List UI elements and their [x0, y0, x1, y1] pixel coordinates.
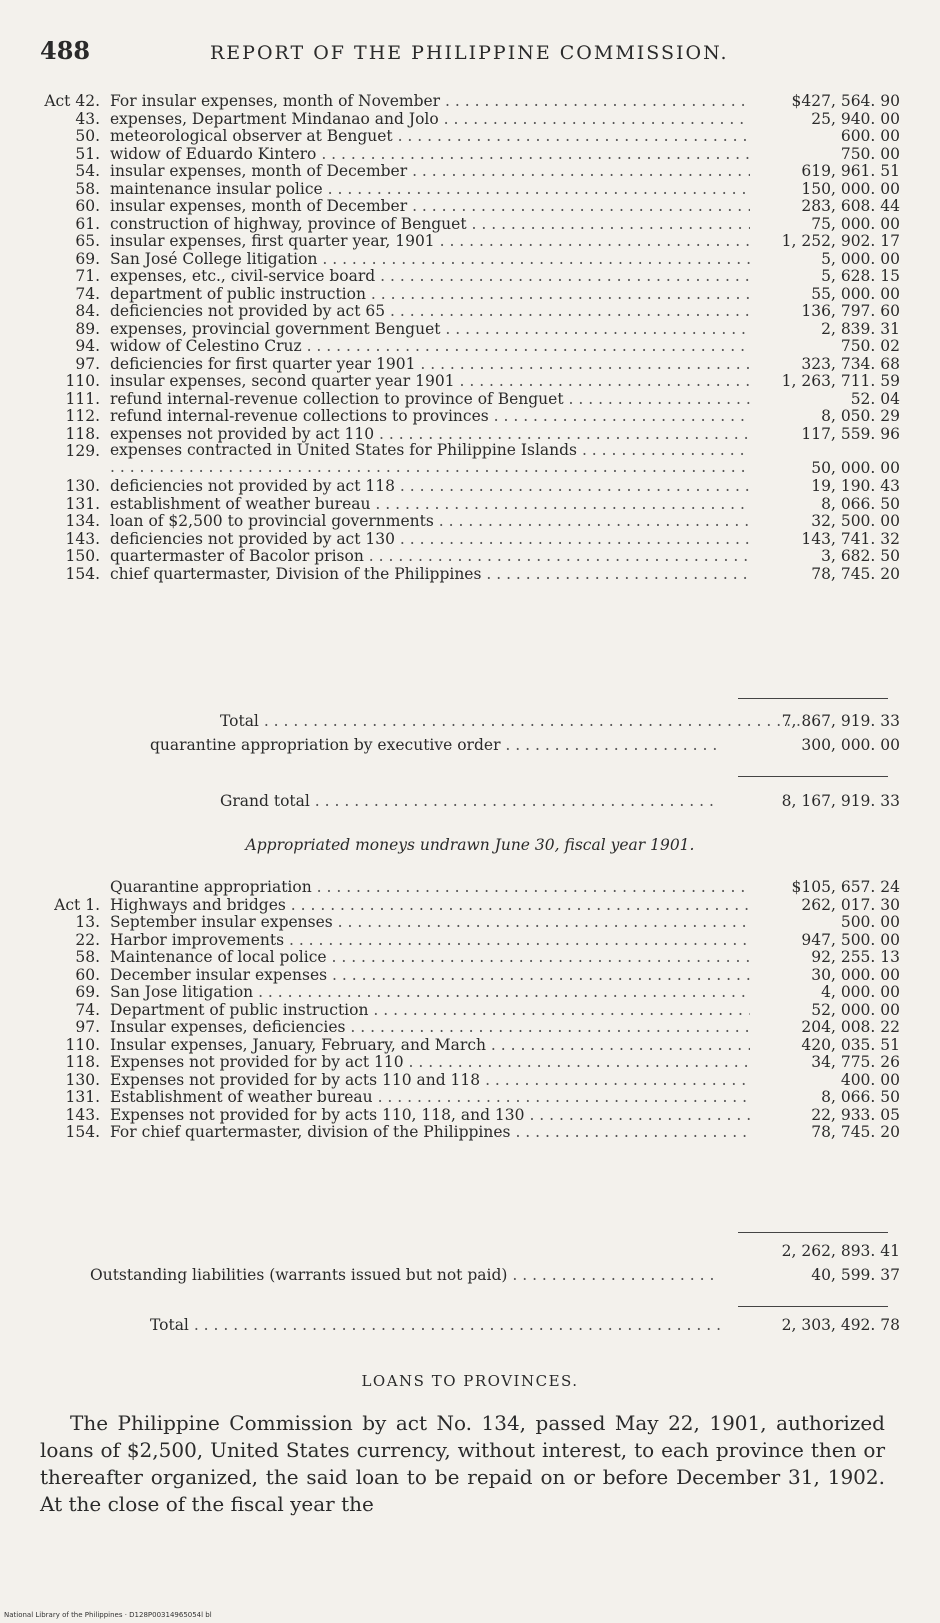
table-row	[30, 145, 900, 163]
page-header	[40, 36, 900, 76]
table-row	[30, 966, 900, 984]
item-description: San José College litigation . . .	[110, 250, 750, 268]
act-number: 118.	[65, 424, 100, 443]
item-description: meteorological observer at Benguet . . .	[110, 127, 750, 145]
item-description: Insular expenses, January, February, and March . . .	[110, 1036, 750, 1054]
item-description: insular expenses, second quarter year 1901 . . .	[110, 372, 750, 390]
item-amount: 283, 608. 44	[801, 197, 900, 215]
act-number: 84.	[75, 302, 100, 320]
item-amount: 8, 050. 29	[821, 407, 900, 425]
outstanding-label: Outstanding liabilities (warrants issued but not paid) . . .	[90, 1266, 720, 1284]
act-number: 130.	[65, 477, 100, 495]
table-row	[30, 1001, 900, 1019]
undrawn-total-label: Total . . .	[150, 1316, 720, 1334]
undrawn-list	[30, 878, 900, 1141]
item-description: refund internal-revenue collection to province of Benguet . . .	[110, 390, 750, 408]
item-description: expenses, provincial government Benguet . . .	[110, 320, 750, 338]
table-row	[30, 232, 900, 250]
item-description: expenses, etc., civil-service board . . .	[110, 267, 750, 285]
body-paragraph: The Philippine Commission by act No. 134, passed May 22, 1901, authorized loans of $2,500, United States currency, without interest, to each province then or thereafter organized, the said loan to be repaid on or before December 31, 1902. At the close of the fiscal year the	[40, 1411, 885, 1516]
total-label: Total . . .	[120, 712, 820, 730]
undrawn-total-line	[150, 1316, 900, 1336]
item-description: Expenses not provided for by acts 110 and 118 . . .	[110, 1071, 750, 1089]
table-row	[30, 1036, 900, 1054]
act-number: 58.	[75, 948, 100, 966]
item-amount: 204, 008. 22	[801, 1018, 900, 1036]
item-amount: 92, 255. 13	[811, 948, 900, 966]
undrawn-total-rule	[738, 1306, 888, 1307]
act-number: 69.	[75, 983, 100, 1001]
act-number: 154.	[65, 1123, 100, 1141]
item-description: insular expenses, month of December . . .	[110, 197, 750, 215]
outstanding-line	[90, 1266, 900, 1286]
item-description: refund internal-revenue collections to provinces . . .	[110, 407, 750, 425]
table-row	[30, 477, 900, 495]
item-amount: 150, 000. 00	[801, 179, 900, 198]
item-amount: 143, 741. 32	[801, 529, 900, 548]
act-number: 154.	[65, 564, 100, 583]
act-number: 118.	[65, 1053, 100, 1071]
outstanding-amount: 40, 599. 37	[811, 1266, 900, 1284]
act-number: 60.	[75, 197, 100, 215]
table-row	[30, 425, 900, 443]
act-number: 69.	[75, 249, 100, 268]
item-description: chief quartermaster, Division of the Philippines . . .	[110, 565, 750, 583]
undrawn-subtotal-line	[90, 1242, 900, 1262]
quarantine-amount: 300, 000. 00	[801, 736, 900, 754]
item-description: department of public instruction . . .	[110, 285, 750, 303]
act-number: 43.	[75, 109, 100, 128]
item-amount: 750. 00	[840, 144, 900, 163]
item-amount: 619, 961. 51	[801, 162, 900, 180]
table-row	[30, 1106, 900, 1124]
item-amount: 600. 00	[840, 127, 900, 145]
table-row	[30, 320, 900, 338]
table-row	[30, 1071, 900, 1089]
item-description: expenses contracted in United States for Philippine Islands . . .	[110, 442, 750, 476]
act-number: 131.	[65, 1088, 100, 1106]
table-row	[30, 442, 900, 477]
item-amount: 4, 000. 00	[821, 983, 900, 1001]
item-amount: 500. 00	[840, 913, 900, 931]
item-amount: $427, 564. 90	[791, 92, 900, 110]
item-amount: 8, 066. 50	[821, 1088, 900, 1106]
item-description: Harbor improvements . . .	[110, 931, 750, 949]
act-number: 13.	[75, 913, 100, 931]
table-row	[30, 372, 900, 390]
item-description: Expenses not provided for by act 110 . . .	[110, 1053, 750, 1071]
item-amount: 78, 745. 20	[811, 564, 900, 583]
table-row	[30, 127, 900, 145]
act-number: 150.	[65, 547, 100, 565]
item-amount: 32, 500. 00	[811, 512, 900, 530]
table-row	[30, 215, 900, 233]
item-amount: 400. 00	[840, 1070, 900, 1089]
item-amount: 3, 682. 50	[821, 547, 900, 565]
item-description: widow of Eduardo Kintero . . .	[110, 145, 750, 163]
quarantine-line	[150, 736, 900, 756]
act-number: 50.	[75, 127, 100, 145]
item-description: Establishment of weather bureau . . .	[110, 1088, 750, 1106]
table-row	[30, 92, 900, 110]
table-row	[30, 355, 900, 373]
table-row	[30, 931, 900, 949]
item-amount: 78, 745. 20	[811, 1123, 900, 1141]
table-row	[30, 162, 900, 180]
total-amount: 7, 867, 919. 33	[781, 712, 900, 730]
appropriations-list	[30, 92, 900, 582]
table-row	[30, 1123, 900, 1141]
act-number: 58.	[75, 179, 100, 198]
item-description: Expenses not provided for by acts 110, 118, and 130 . . .	[110, 1106, 750, 1124]
grand-total-line	[220, 792, 900, 812]
table-row	[30, 948, 900, 966]
table-row	[30, 896, 900, 914]
grand-total-amount: 8, 167, 919. 33	[781, 792, 900, 810]
item-description: December insular expenses . . .	[110, 966, 750, 984]
total-rule	[738, 698, 888, 699]
act-number: Act 1.	[54, 895, 100, 914]
item-amount: 25, 940. 00	[811, 109, 900, 128]
page-number: 488	[40, 36, 91, 65]
item-description: Highways and bridges . . .	[110, 896, 750, 914]
item-description: insular expenses, month of December . . .	[110, 162, 750, 180]
item-amount: 8, 066. 50	[821, 494, 900, 513]
act-number: Act 42.	[44, 92, 100, 110]
act-number: 65.	[75, 232, 100, 250]
item-description: insular expenses, first quarter year, 1901 . . .	[110, 232, 750, 250]
item-description: San Jose litigation . . .	[110, 983, 750, 1001]
item-amount: 75, 000. 00	[811, 214, 900, 233]
table-row	[30, 1088, 900, 1106]
item-amount: 136, 797. 60	[801, 302, 900, 320]
act-number: 22.	[75, 930, 100, 949]
act-number: 89.	[75, 319, 100, 338]
item-amount: 30, 000. 00	[811, 965, 900, 984]
item-description: maintenance insular police . . .	[110, 180, 750, 198]
act-number: 134.	[65, 512, 100, 530]
act-number: 143.	[65, 1105, 100, 1124]
act-number: 111.	[65, 389, 100, 408]
item-amount: 52, 000. 00	[811, 1000, 900, 1019]
table-row	[30, 878, 900, 896]
table-row	[30, 180, 900, 198]
act-number: 110.	[65, 1035, 100, 1054]
item-description: expenses not provided by act 110 . . .	[110, 425, 750, 443]
act-number: 74.	[75, 1000, 100, 1019]
grand-total-label: Grand total . . .	[220, 792, 720, 810]
table-row	[30, 285, 900, 303]
act-number: 110.	[65, 372, 100, 390]
act-number: 74.	[75, 284, 100, 303]
act-number: 61.	[75, 214, 100, 233]
item-amount: 117, 559. 96	[801, 424, 900, 443]
act-number: 143.	[65, 529, 100, 548]
item-description: quartermaster of Bacolor prison . . .	[110, 547, 750, 565]
item-amount: 5, 628. 15	[821, 267, 900, 285]
item-description: expenses, Department Mindanao and Jolo . . .	[110, 110, 750, 128]
item-description: deficiencies not provided by act 118 . . .	[110, 477, 750, 495]
table-row	[30, 565, 900, 583]
scan-footer: National Library of the Philippines · D128P00314965054l bl	[4, 1611, 212, 1619]
item-description: September insular expenses . . .	[110, 913, 750, 931]
act-number: 112.	[65, 407, 100, 425]
item-description: For chief quartermaster, division of the Philippines . . .	[110, 1123, 750, 1141]
table-row	[30, 302, 900, 320]
act-number: 94.	[75, 337, 100, 355]
act-number: 129.	[65, 442, 100, 460]
table-row	[30, 913, 900, 931]
item-description: Quarantine appropriation . . .	[110, 878, 750, 896]
table-row	[30, 197, 900, 215]
act-number: 60.	[75, 965, 100, 984]
undrawn-heading: Appropriated moneys undrawn June 30, fiscal year 1901.	[245, 836, 695, 854]
table-row	[30, 512, 900, 530]
table-row	[30, 110, 900, 128]
act-number: 97.	[75, 1018, 100, 1036]
item-description: construction of highway, province of Benguet . . .	[110, 215, 750, 233]
running-title: REPORT OF THE PHILIPPINE COMMISSION.	[210, 42, 729, 64]
item-description: Department of public instruction . . .	[110, 1001, 750, 1019]
undrawn-total-amount: 2, 303, 492. 78	[781, 1316, 900, 1334]
item-amount: 52. 04	[850, 389, 900, 408]
quarantine-label: quarantine appropriation by executive order . . .	[150, 736, 720, 754]
item-amount: 750. 02	[840, 337, 900, 355]
item-amount: 5, 000. 00	[821, 249, 900, 268]
act-number: 54.	[75, 162, 100, 180]
item-description: establishment of weather bureau . . .	[110, 495, 750, 513]
item-amount: 2, 839. 31	[821, 319, 900, 338]
act-number: 51.	[75, 144, 100, 163]
item-description: deficiencies for first quarter year 1901 . . .	[110, 355, 750, 373]
table-row	[30, 267, 900, 285]
item-amount: 323, 734. 68	[801, 354, 900, 373]
item-description: widow of Celestino Cruz . . .	[110, 337, 750, 355]
item-description: Insular expenses, deficiencies . . .	[110, 1018, 750, 1036]
undrawn-rule	[738, 1232, 888, 1233]
item-description: For insular expenses, month of November . . .	[110, 92, 750, 110]
item-amount: 34, 775. 26	[811, 1053, 900, 1071]
total-line	[120, 712, 900, 732]
table-row	[30, 983, 900, 1001]
table-row	[30, 547, 900, 565]
item-amount: 420, 035. 51	[801, 1035, 900, 1054]
table-row	[30, 407, 900, 425]
table-row	[30, 1053, 900, 1071]
act-number: 97.	[75, 354, 100, 373]
item-amount: 55, 000. 00	[811, 284, 900, 303]
table-row	[30, 1018, 900, 1036]
item-amount: 1, 252, 902. 17	[781, 232, 900, 250]
item-description: deficiencies not provided by act 130 . . .	[110, 530, 750, 548]
table-row	[30, 495, 900, 513]
item-amount: 50, 000. 00	[811, 459, 900, 477]
item-amount: 19, 190. 43	[811, 477, 900, 495]
item-amount: 262, 017. 30	[801, 895, 900, 914]
table-row	[30, 530, 900, 548]
grand-total-rule	[738, 776, 888, 777]
act-number: 130.	[65, 1070, 100, 1089]
item-description: loan of $2,500 to provincial governments . . .	[110, 512, 750, 530]
table-row	[30, 250, 900, 268]
act-number: 131.	[65, 494, 100, 513]
item-amount: 1, 263, 711. 59	[781, 372, 900, 390]
table-row	[30, 337, 900, 355]
act-number: 71.	[75, 267, 100, 285]
item-description: Maintenance of local police . . .	[110, 948, 750, 966]
item-amount: 947, 500. 00	[801, 930, 900, 949]
item-description: deficiencies not provided by act 65 . . .	[110, 302, 750, 320]
section-heading: LOANS TO PROVINCES.	[361, 1372, 579, 1390]
item-amount: 22, 933. 05	[811, 1105, 900, 1124]
item-amount: $105, 657. 24	[791, 878, 900, 896]
undrawn-subtotal-amount: 2, 262, 893. 41	[781, 1242, 900, 1260]
table-row	[30, 390, 900, 408]
